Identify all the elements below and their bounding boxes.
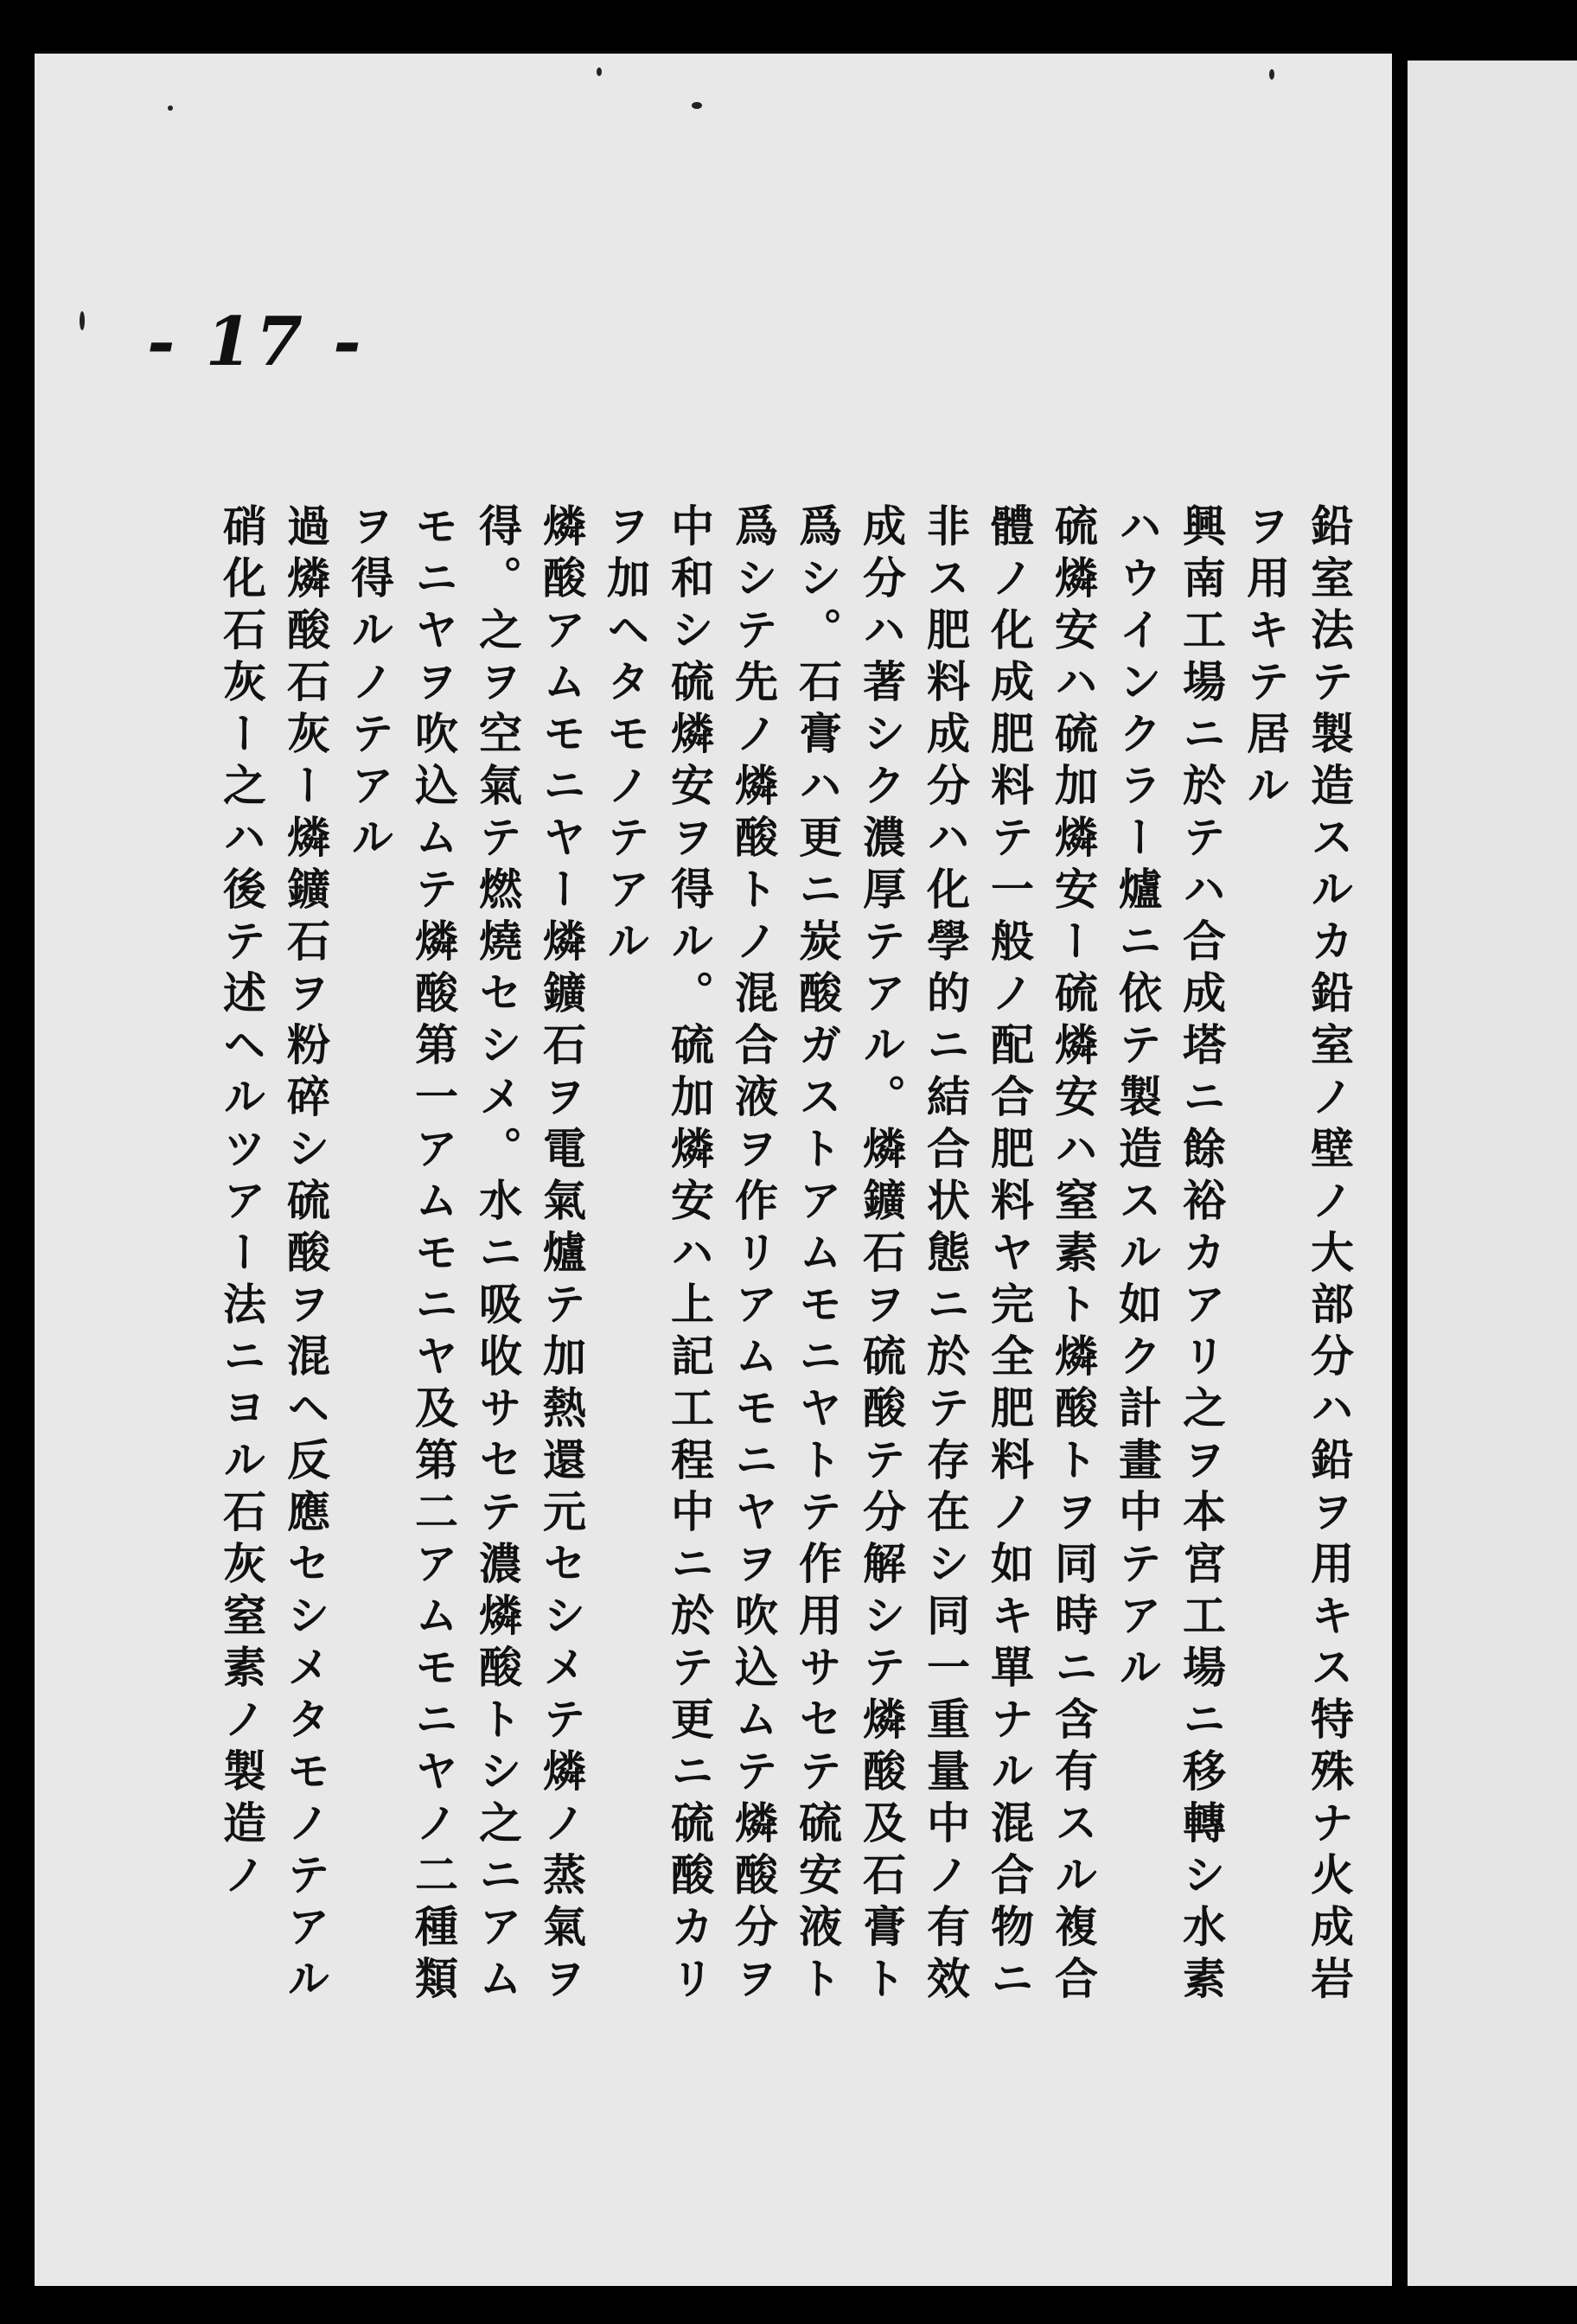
text-line: 鉛室法テ製造スルカ鉛室ノ壁ノ大部分ハ鉛ヲ用キス特殊ナ火成岩 [1304,503,1354,2008]
page-number: - 17 - [147,303,365,381]
speck-mark [168,105,173,111]
text-line: モニヤヲ吹込ムテ燐酸第一アムモニヤ及第二アムモニヤノ二種類 [408,503,458,2008]
text-line: 硫燐安ハ硫加燐安ー硫燐安ハ窒素ト燐酸トヲ同時ニ含有スル複合 [1048,503,1098,2008]
body-text [209,503,1361,2215]
speck-mark [692,102,702,109]
text-line: 爲シテ先ノ燐酸トノ混合液ヲ作リアムモニヤヲ吹込ムテ燐酸分ヲ [728,503,778,2008]
text-line: 硝化石灰ー之ハ後テ述ヘルツアー法ニヨル石灰窒素ノ製造ノ [216,503,266,1904]
page-divider [1392,54,1408,2302]
text-line: ヲ加ヘタモノテアル [600,503,650,970]
text-line: ヲ用キテ居ル [1240,503,1290,814]
speck-mark [597,67,602,76]
text-line: 成分ハ著シク濃厚テアル。燐鑛石ヲ硫酸テ分解シテ燐酸及石膏ト [856,503,906,2008]
speck-mark [1269,69,1274,80]
next-page-edge [1408,61,1577,2286]
text-line: 興南工場ニ於テハ合成塔ニ餘裕カアリ之ヲ本宮工場ニ移轉シ水素 [1176,503,1226,2008]
text-line: 中和シ硫燐安ヲ得ル。硫加燐安ハ上記工程中ニ於テ更ニ硫酸カリ [664,503,714,2008]
speck-mark [80,311,85,330]
text-line: 得。之ヲ空氣テ燃燒セシメ。水ニ吸收サセテ濃燐酸トシ之ニアム [472,503,522,2008]
text-line: ヲ得ルノテアル [344,503,394,866]
text-line: 體ノ化成肥料テ一般ノ配合肥料ヤ完全肥料ノ如キ單ナル混合物ニ [984,503,1034,2008]
text-line: ハウインクラー爐ニ依テ製造スル如ク計畫中テアル [1112,503,1162,1696]
text-line: 過燐酸石灰ー燐鑛石ヲ粉碎シ硫酸ヲ混ヘ反應セシメタモノテアル [280,503,330,2008]
text-line: 爲シ。石膏ハ更ニ炭酸ガストアムモニヤトテ作用サセテ硫安液ト [792,503,842,2008]
text-line: 燐酸アムモニヤー燐鑛石ヲ電氣爐テ加熱還元セシメテ燐ノ蒸氣ヲ [536,503,586,2008]
text-line: 非ス肥料成分ハ化學的ニ結合状態ニ於テ存在シ同一重量中ノ有效 [920,503,970,2008]
